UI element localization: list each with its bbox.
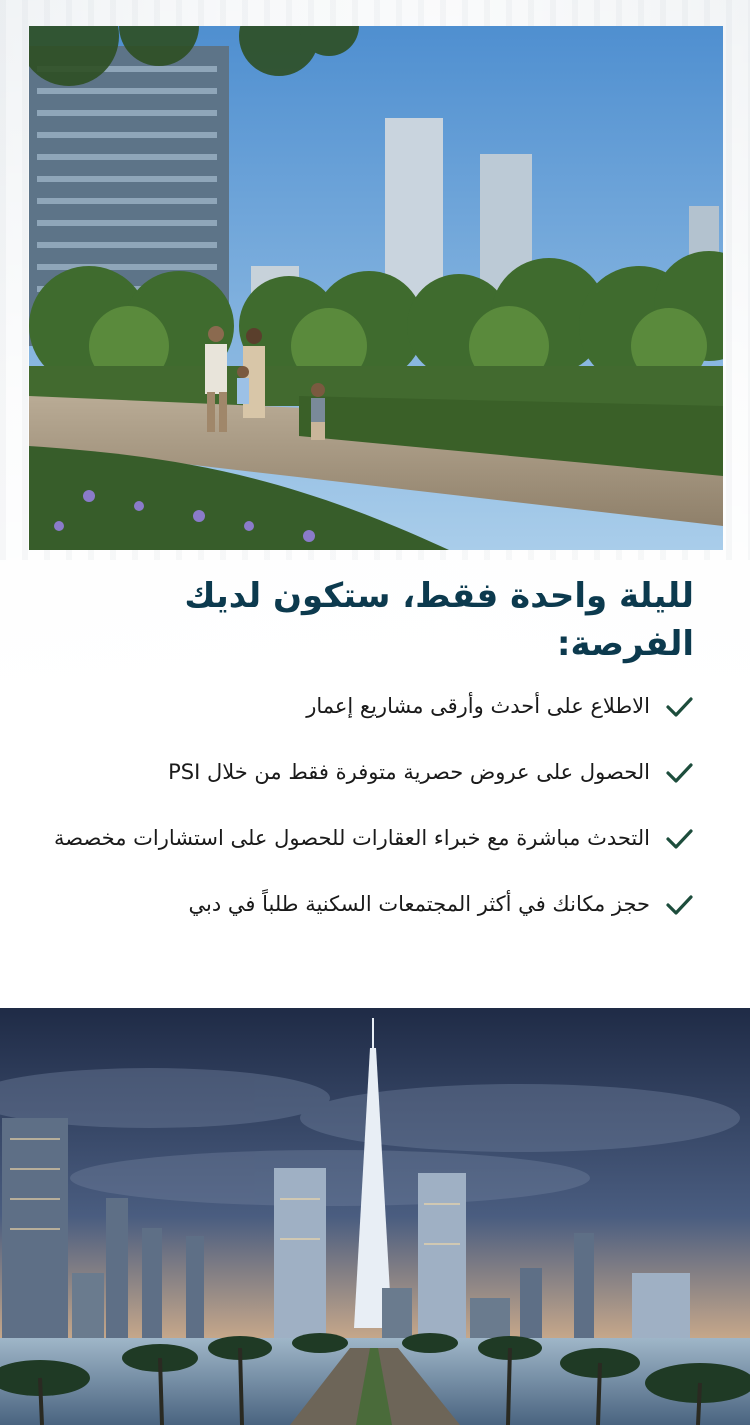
benefit-item (40, 888, 694, 920)
headline: لليلة واحدة فقط، ستكون لديك الفرصة: (184, 576, 694, 664)
check-icon (664, 824, 694, 854)
city-skyline-image (0, 1008, 750, 1425)
benefit-text: التحدث مباشرة مع خبراء العقارات للحصول على استشارات مخصصة (54, 826, 650, 850)
benefits-list (40, 690, 694, 920)
benefit-item (40, 690, 694, 722)
check-icon (664, 758, 694, 788)
event-details (40, 572, 694, 954)
park-community-image (29, 26, 723, 550)
benefit-text: الاطلاع على أحدث وأرقى مشاريع إعمار (306, 694, 650, 718)
benefit-text: حجز مكانك في أكثر المجتمعات السكنية طلباً في دبي (188, 892, 650, 916)
benefit-text: الحصول على عروض حصرية متوفرة فقط من خلال PSI (168, 760, 650, 784)
benefit-item (40, 756, 694, 788)
check-icon (664, 890, 694, 920)
benefit-item (40, 822, 694, 854)
check-icon (664, 692, 694, 722)
